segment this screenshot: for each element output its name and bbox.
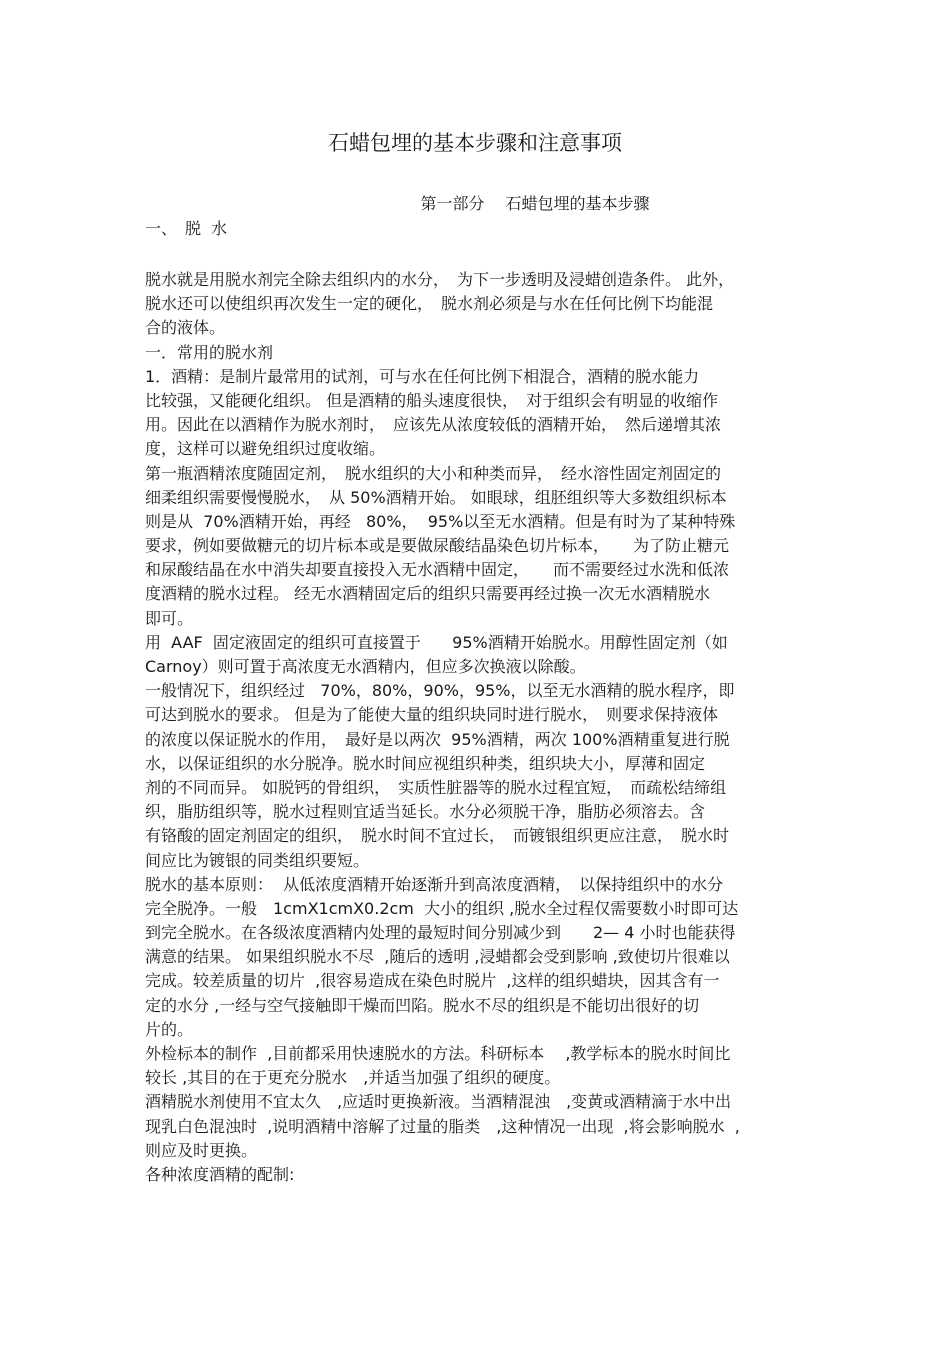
text-line: 较长 ,其目的在于更充分脱水 ,并适当加强了组织的硬度。 — [145, 1068, 561, 1088]
text-line: 比较强，又能硬化组织。 但是酒精的船头速度很快， 对于组织会有明显的收缩作 — [145, 390, 719, 410]
text-line: 度，这样可以避免组织过度收缩。 — [145, 439, 386, 459]
text-line: 完成。较差质量的切片 ,很容易造成在染色时脱片 ,这样的组织蜡块，因其含有一 — [145, 971, 720, 991]
text-line: 和尿酸结晶在水中消失却要直接投入无水酒精中固定， 而不需要经过水洗和低浓 — [145, 560, 730, 580]
text-line: 一．常用的脱水剂 — [145, 342, 274, 362]
text-line: 剂的不同而异。 如脱钙的骨组织， 实质性脏器等的脱水过程宜短， 而疏松结缔组 — [145, 777, 727, 797]
text-line: 则应及时更换。 — [145, 1140, 258, 1160]
text-line: Carnoy）则可置于高浓度无水酒精内，但应多次换液以除酸。 — [145, 657, 586, 676]
text-line: 第一瓶酒精浓度随固定剂， 脱水组织的大小和种类而异， 经水溶性固定剂固定的 — [145, 463, 722, 483]
text-line: 满意的结果。 如果组织脱水不尽 ,随后的透明 ,浸蜡都会受到影响 ,致使切片很难以 — [145, 947, 730, 967]
text-line: 酒精脱水剂使用不宜太久 ,应适时更换新液。当酒精混浊 ,变黄或酒精滴于水中出 — [145, 1092, 732, 1112]
section-heading: 第一部分 石蜡包埋的基本步骤 — [420, 194, 650, 213]
text-line: 用。因此在以酒精作为脱水剂时， 应该先从浓度较低的酒精开始， 然后递增其浓 — [145, 415, 722, 435]
text-line: 脱水就是用脱水剂完全除去组织内的水分， 为下一步透明及浸蜡创造条件。 此外， — [145, 270, 735, 289]
text-line: 各种浓度酒精的配制: — [145, 1164, 295, 1184]
text-line: 到完全脱水。在各级浓度酒精内处理的最短时间分别减少到 2— 4 小时也能获得 — [145, 923, 736, 943]
text-line: 间应比为镀银的同类组织要短。 — [145, 850, 370, 870]
text-line: 一般情况下，组织经过 70%，80%，90%，95%，以至无水酒精的脱水程序，即 — [145, 681, 735, 701]
text-line: 则是从 70%酒精开始，再经 80%， 95%以至无水酒精。但是有时为了某种特殊 — [145, 511, 736, 531]
text-line: 的浓度以保证脱水的作用， 最好是以两次 95%酒精，两次 100%酒精重复进行脱 — [145, 729, 730, 749]
text-line: 即可。 — [145, 608, 194, 628]
text-line: 脱水的基本原则： 从低浓度酒精开始逐渐升到高浓度酒精， 以保持组织中的水分 — [145, 874, 724, 894]
text-line: 1．酒精：是制片最常用的试剂，可与水在任何比例下相混合，酒精的脱水能力 — [145, 366, 700, 386]
text-line: 有铬酸的固定剂固定的组织， 脱水时间不宜过长， 而镀银组织更应注意， 脱水时 — [145, 826, 730, 846]
text-line: 现乳白色混浊时 ,说明酒精中溶解了过量的脂类 ,这种情况一出现 ,将会影响脱水 , — [145, 1116, 740, 1136]
body-text — [145, 268, 805, 1187]
text-line: 要求，例如要做糖元的切片标本或是要做尿酸结晶染色切片标本， 为了防止糖元 — [145, 536, 730, 556]
text-line: 可达到脱水的要求。 但是为了能使大量的组织块同时进行脱水， 则要求保持液体 — [145, 705, 719, 725]
text-line: 外检标本的制作 ,目前都采用快速脱水的方法。科研标本 ,教学标本的脱水时间比 — [145, 1044, 731, 1063]
text-line: 合的液体。 — [145, 318, 226, 338]
text-line: 细柔组织需要慢慢脱水， 从 50%酒精开始。 如眼球，组胚组织等大多数组织标本 — [145, 487, 727, 507]
text-line: 水，以保证组织的水分脱净。脱水时间应视组织种类，组织块大小，厚薄和固定 — [145, 753, 706, 773]
text-line: 度酒精的脱水过程。 经无水酒精固定后的组织只需要再经过换一次无水酒精脱水 — [145, 584, 711, 604]
text-line: 脱水还可以使组织再次发生一定的硬化， 脱水剂必须是与水在任何比例下均能混 — [145, 294, 714, 314]
subsection-heading: 一、 脱 水 — [145, 219, 228, 238]
text-line: 完全脱净。一般 1cmX1cmX0.2cm 大小的组织 ,脱水全过程仅需要数小时即可达 — [145, 898, 739, 918]
document-title: 石蜡包埋的基本步骤和注意事项 — [328, 131, 622, 155]
text-line: 织，脂肪组织等，脱水过程则宜适当延长。水分必须脱干净，脂肪必须溶去。含 — [145, 802, 706, 822]
text-line: 定的水分 ,一经与空气接触即干燥而凹陷。脱水不尽的组织是不能切出很好的切 — [145, 995, 700, 1015]
text-line: 片的。 — [145, 1019, 194, 1039]
text-line: 用 AAF 固定液固定的组织可直接置于 95%酒精开始脱水。用醇性固定剂（如 — [145, 632, 728, 652]
